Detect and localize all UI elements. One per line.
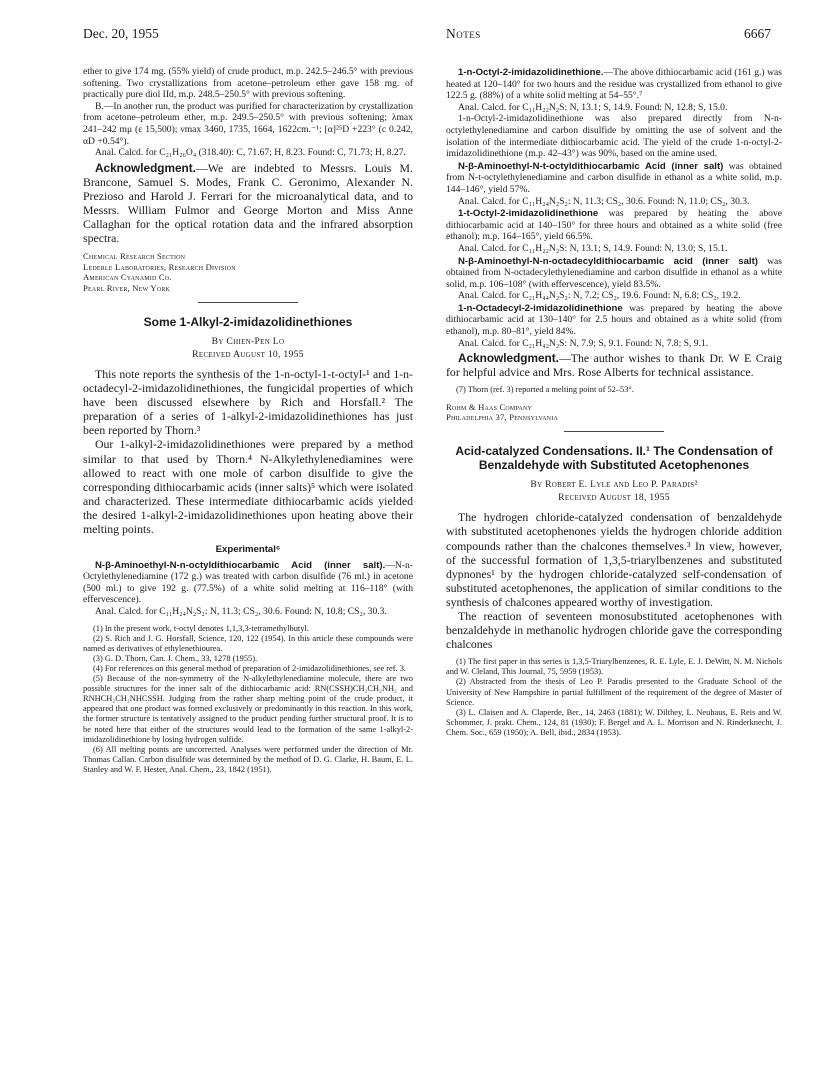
footnote: (1) The first paper in this series is 1,3,5-Triarylbenzenes, R. E. Lyle, E. J. DeWitt, N. M. Nichols and W. Cleland, This Journal, 75, 5959 (1953). [446, 657, 782, 677]
footnote: (1) In the present work, t-octyl denotes 1,1,3,3-tetramethylbutyl. [93, 623, 309, 633]
footnote: (4) For references on this general method of preparation of 2-imidazolidinethiones, see ref. 3. [93, 664, 407, 673]
procedure-text: was prepared by heating the above dithiocarbamic acid at 140–150° for three hours and obtained as a white solid (free ethanol); m.p. 164–165°, yield 66.5%. [446, 208, 782, 243]
acknowledgment [446, 351, 782, 379]
footnote: (5) Because of the non-symmetry of the N-alkylethylenediamine molecule, there are two possible structures for the inner salt of the dithiocarbamic acid: RN(CSSH)CH₂CH₂NH₂ and RNHCH₂CH₂NHCSSH. Judging from the rather sharp melting point of the crude product, it appeared that one product was formed exclusively or predominantly in this reaction. In this work, the former structure is tentatively assigned to the product pending further structural proof. It is to be noted here that either of the structures would lead to the formation of the same 1-alkyl-2-imidazolidinethione by losing hydrogen sulfide. [83, 674, 413, 744]
affiliation-line: Rohm & Haas Company [446, 401, 533, 412]
article-byline: By Chien-Pen Lo [211, 335, 285, 347]
right-column [446, 66, 782, 738]
compound-heading: 1-n-Octyl-2-imidazolidinethione. [458, 67, 604, 78]
body-paragraph: The hydrogen chloride-catalyzed condensation of benzaldehyde with substituted acetophenones yields the hydrogen chloride addition compounds rather than the chalcones themselves.³ In view, however, of the successful formation of 1,3,5-triarylbenzenes and substituted dypnones¹ by the hydrogen chloride-catalyzed self-condensation of substituted acetophenones, the application of similar conditions to the synthesis of chalcones appeared worthy of investigation. [446, 510, 782, 609]
received-date: Received August 18, 1955 [558, 492, 670, 504]
footnote: (2) Abstracted from the thesis of Leo P. Paradis presented to the Graduate School of the University of New Hampshire in partial fulfillment of the requirement of the degree of Master of Science. [446, 677, 782, 707]
footnote: (3) L. Claisen and A. Claperde, Ber., 14, 2463 (1881); W. Dilthey, L. Neuhaus, E. Reis and W. Schommer, J. prakt. Chem., 124, 81 (1930); F. Bergel and A. L. Morrison and N. Rinderknecht, J. Chem. Soc., 659 (1950); A. Bell, ibid., 2834 (1953). [446, 707, 782, 737]
footnote: (6) All melting points are uncorrected. Analyses were performed under the direction of Mr. Thomas Callan. Carbon disulfide was determined by the method of D. G. Clarke, H. Baum, E. L. Stanley and W. F. Hester, Anal. Chem., 23, 1842 (1951). [83, 744, 413, 774]
received-date: Received August 10, 1955 [192, 348, 304, 360]
analysis-line: Anal. Calcd. for C₂₁H₄₄N₂S₂: N, 7.2; CS₂, 19.6. Found: N, 6.8; CS₂, 19.2. [458, 290, 741, 302]
section-divider [564, 431, 664, 432]
procedure-paragraph [83, 560, 413, 606]
acknowledgment-text: —We are indebted to Messrs. Louis M. Brancone, Samuel S. Modes, Frank C. Geronimo, Alexander N. Prezioso and Harold J. Ferrari for the microanalytical data, and to Messrs. William Fulmor and George Morton and Miss Anne Callaghan for the optical rotation data and the infrared absorption spectra. [83, 160, 413, 246]
procedure-text: was obtained from N-t-octylethylenediamine and carbon disulfide in ethanol as a white solid, m.p. 144–146°, yield 57%. [446, 160, 782, 195]
acknowledgment-heading: Acknowledgment. [95, 160, 196, 175]
section-heading: Experimental⁶ [215, 544, 281, 556]
compound-heading: 1-n-Octadecyl-2-imidazolidinethione [458, 302, 623, 314]
running-header-section: Notes [446, 26, 481, 41]
section-divider [198, 302, 298, 303]
procedure-text: was obtained from N-octadecylethylenediamine and carbon disulfide in ethanol as a white solid, m.p. 106–108° (with effervescence), yield 83.5%. [446, 255, 782, 290]
procedure-text: —N-n-Octylethylenediamine (172 g.) was treated with carbon disulfide (76 ml.) in acetone (500 ml.) to give 192 g. (77.5%) of a white solid melting at 116–118° (with effervescence). [83, 559, 413, 606]
procedure-paragraph [446, 303, 782, 338]
procedure-text: was prepared by heating the above dithiocarbamic acid at 130–140° for 2.5 hours and obtained as a white solid (from ethanol), m.p. 80–81°, yield 84%. [446, 302, 782, 338]
footnote: (3) G. D. Thorn, Can. J. Chem., 33, 1278 (1955). [93, 653, 258, 663]
analysis-line: Anal. Calcd. for C₁₁H₂₂N₂S: N, 13.1; S, 14.9. Found: N, 13.0; S, 15.1. [458, 242, 728, 254]
acknowledgment-text: —The author wishes to thank Dr. W E Craig for helpful advice and Mrs. Rose Alberts for technical assistance. [446, 351, 782, 380]
procedure-paragraph [446, 256, 782, 291]
article-byline: By Robert E. Lyle and Leo P. Paradis² [530, 479, 698, 491]
body-paragraph: This note reports the synthesis of the 1-n-octyl-1-t-octyl-¹ and 1-n-octadecyl-2-imidazolidinethiones, the fungicidal properties of which have been discussed elsewhere by Rich and Horsfall.² The preparation of a series of 1-alkyl-2-imidazolidinethiones has just been reported by Thorn.³ [83, 366, 413, 438]
acknowledgment-heading: Acknowledgment. [458, 351, 559, 366]
analysis-line: Anal. Calcd. for C₂₁H₄₂N₂S: N, 7.9; S, 9.1. Found: N, 7.8; S, 9.1. [458, 337, 709, 349]
affiliation-line: Pearl River, New York [83, 282, 171, 293]
continued-text: ether to give 174 mg. (55% yield) of crude product, m.p. 242.5–246.5° with previous softening. Two crystallizations from acetone–petroleum ether gave 158 mg. of practically pure diol IId, m.p. 248.5–250.5° with previous softening. [83, 66, 413, 101]
footnote: (2) S. Rich and J. G. Horsfall, Science, 120, 122 (1954). In this article these compounds were named as derivatives of ethylenethiourea. [83, 633, 413, 653]
compound-heading: N-β-Aminoethyl-N-t-octyldithiocarbamic Acid (inner salt) [458, 160, 724, 172]
affiliation-line: Lederle Laboratories, Research Division [83, 261, 236, 272]
affiliation-line: Philadelphia 37, Pennsylvania [446, 411, 559, 422]
page-number: 6667 [744, 26, 771, 41]
article-title: Some 1-Alkyl-2-imidazolidinethiones [143, 314, 353, 329]
footnote: (7) Thorn (ref. 3) reported a melting point of 52–53°. [456, 385, 634, 395]
compound-heading: N-β-Aminoethyl-N-n-octadecyldithiocarbamic acid (inner salt) [458, 255, 758, 267]
body-paragraph: The reaction of seventeen monosubstituted acetophenones with benzaldehyde in methanolic hydrogen chloride gave the corresponding chalcones [446, 609, 782, 652]
running-header-date: Dec. 20, 1955 [83, 26, 159, 41]
article-title: Acid-catalyzed Condensations. II.¹ The Condensation of Benzaldehyde with Substituted Acetophenones [455, 444, 773, 473]
compound-heading: N-β-Aminoethyl-N-n-octyldithiocarbamic Acid (inner salt). [95, 559, 386, 571]
compound-heading: 1-t-Octyl-2-imidazolidinethione [458, 208, 599, 220]
analysis-line: Anal. Calcd. for C₁₁H₂₂N₂S: N, 13.1; S, 14.9. Found: N, 12.8; S, 15.0. [458, 101, 728, 113]
procedure-paragraph [446, 67, 782, 102]
analysis-line: Anal. Calcd. for C₂₁H₂₆O₄ (318.40): C, 71.67; H, 8.23. Found: C, 71.73; H, 8.27. [95, 147, 406, 159]
procedure-text: —The above dithiocarbamic acid (161 g.) was heated at 120–140° for two hours and the residue was crystallized from ethanol to give 122.5 g. (88%) of a white solid melting at 54–55°.⁷ [446, 67, 782, 102]
procedure-paragraph [446, 161, 782, 196]
continued-text: B.—In another run, the product was purified for characterization by crystallization from acetone–petroleum ether, m.p. 249.5–250.5° with previous softening; λmax 241–242 mμ (ε 15,500); νmax 3460, 1735, 1664, 1622cm.⁻¹; [α]²⁵D +223° (c 0.242, αD +0.54°). [83, 100, 413, 147]
left-column [83, 66, 413, 775]
procedure-text: 1-n-Octyl-2-imidazolidinethione was also prepared directly from N-n-octylethylenediamine and carbon disulfide by omitting the use of solvent and the isolation of the intermediate dithiocarbamic acid. The yield of the crude 1-n-octyl-2-imidazolidinethione (m.p. 42–43°) was 90%, based on the amine used. [446, 113, 782, 160]
affiliation-line: Chemical Research Section [83, 251, 186, 262]
acknowledgment [83, 161, 413, 246]
body-paragraph: Our 1-alkyl-2-imidazolidinethiones were prepared by a method similar to that used by Thorn.⁴ N-Alkylethylenediamines were allowed to react with one mole of carbon disulfide to give the corresponding dithiocarbamic acids (inner salts)⁵ which were isolated and characterized. These intermediate dithiocarbamic acids yielded the desired 1-alkyl-2-imidazolidinethiones upon heating above their melting points. [83, 437, 413, 536]
analysis-line: Anal. Calcd. for C₁₁H₂₄N₂S₂: N, 11.3; CS₂, 30.6. Found: N, 11.0; CS₂, 30.3. [458, 195, 750, 207]
affiliation-line: American Cyanamid Co. [83, 272, 172, 283]
analysis-line: Anal. Calcd. for C₁₁H₂₄N₂S₂: N, 11.3; CS₂, 30.6. Found: N, 10.8; CS₂, 30.3. [95, 606, 387, 618]
procedure-paragraph [446, 208, 782, 243]
